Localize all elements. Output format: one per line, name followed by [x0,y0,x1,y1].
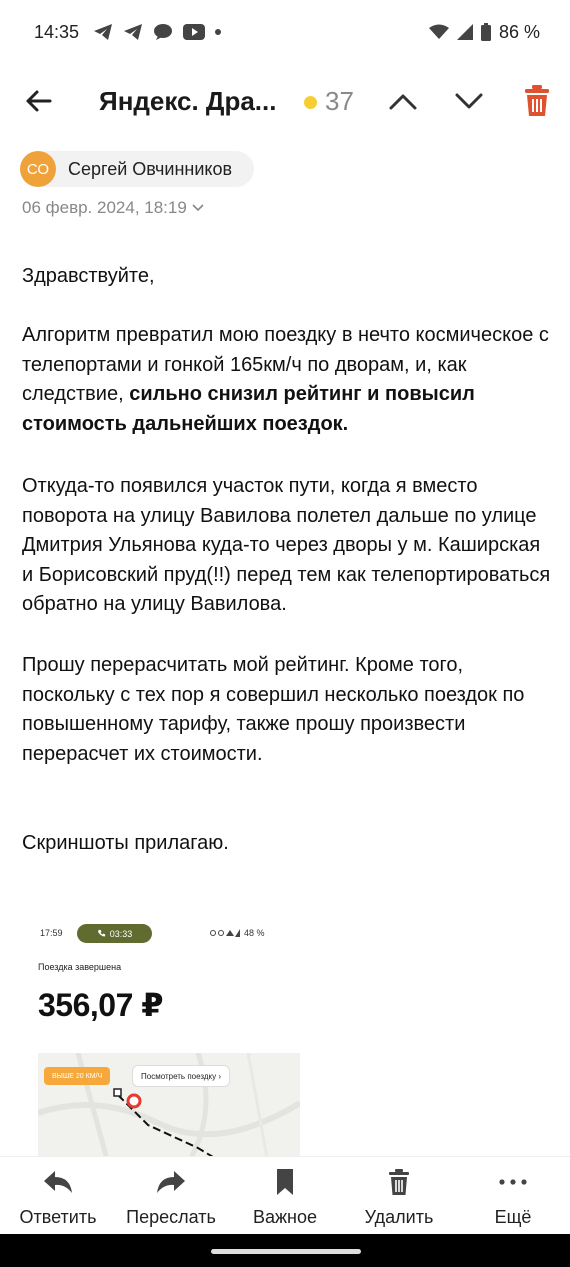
screenshot-time: 17:59 [40,928,63,938]
view-trip-button[interactable]: Посмотреть поездку › [132,1065,230,1087]
important-label: Важное [252,1207,318,1227]
trip-price: 356,07 ₽ [38,987,164,1023]
more-button[interactable] [488,1165,538,1228]
wifi-icon [429,24,449,40]
trash-icon[interactable] [522,84,552,118]
route-map [38,1053,300,1162]
chevron-down-icon[interactable] [452,86,486,116]
phone-icon [97,929,106,938]
date-text: 06 февр. 2024, 18:19 [22,198,187,217]
notification-icons [93,23,221,41]
call-time: 03:33 [109,928,133,939]
battery-icon [481,23,491,41]
screenshot-battery: 48 % [244,928,265,938]
home-gesture-pill[interactable] [211,1249,361,1254]
paragraph-1-text: Алгоритм превратил мою поездку в нечто космическое с телепортами и гонкой 165км/ч по дворам, и, как следствие, [22,324,549,405]
status-time: 14:35 [34,21,80,42]
chat-bubble-icon [153,23,173,41]
attached-screenshot[interactable] [22,912,322,1162]
message-date[interactable] [22,198,205,218]
reply-button[interactable] [14,1165,102,1228]
sender-chip[interactable] [20,151,254,187]
folder-title: Яндекс. Дра... [99,86,277,116]
paragraph-3: Прошу перерасчитать мой рейтинг. Кроме того, поскольку с тех пор я совершил несколько поездок по повышенному тарифу, также прошу произвести перерасчет их стоимости. [22,654,525,765]
status-bar [0,0,570,64]
chevron-up-icon[interactable] [386,86,420,116]
delete-label: Удалить [364,1207,434,1227]
speed-badge: ВЫШЕ 20 КМ/Ч [44,1067,110,1085]
signal-icon [457,24,473,40]
screenshot-status-icons [210,928,265,938]
call-pill [77,924,152,943]
unread-count: 37 [325,86,354,116]
bookmark-icon [275,1168,295,1196]
battery-level: 86 % [498,21,540,42]
greeting: Здравствуйте, [22,265,155,287]
signal-icon [210,929,240,937]
back-arrow-icon[interactable] [22,84,56,118]
more-label: Ещё [494,1207,532,1227]
forward-button[interactable] [121,1165,221,1228]
action-bar [0,1156,570,1234]
forward-label: Переслать [126,1207,216,1227]
avatar: СО [20,151,56,187]
unread-dot [304,96,317,109]
system-nav-bar [0,1234,570,1267]
paragraph-2: Откуда-то появился участок пути, когда я вместо поворота на улицу Вавилова полетел дальше по улице Дмитрия Ульянова куда-то через дворы у м. Каширская и Борисовский пруд(!!) перед тем как телепортироваться обратно на улицу Вавилова. [22,475,551,615]
more-notifications-dot [215,29,221,35]
forward-icon [156,1169,186,1195]
sender-name: Сергей Овчинников [68,158,233,179]
important-button[interactable] [248,1165,322,1228]
message-header [0,66,570,140]
telegram-icon [93,23,113,41]
paragraph-1 [22,321,552,439]
more-dots-icon [499,1179,527,1185]
telegram-icon [123,23,143,41]
trash-icon [387,1168,411,1196]
reply-icon [43,1169,73,1195]
reply-label: Ответить [19,1207,97,1227]
youtube-icon [183,24,205,40]
trip-status: Поездка завершена [38,962,122,972]
paragraph-1-bold: сильно снизил рейтинг и повысил стоимость дальнейших поездок. [22,383,475,435]
delete-button[interactable] [360,1165,438,1228]
chevron-down-icon [191,203,205,213]
paragraph-4: Скриншоты прилагаю. [22,832,229,854]
